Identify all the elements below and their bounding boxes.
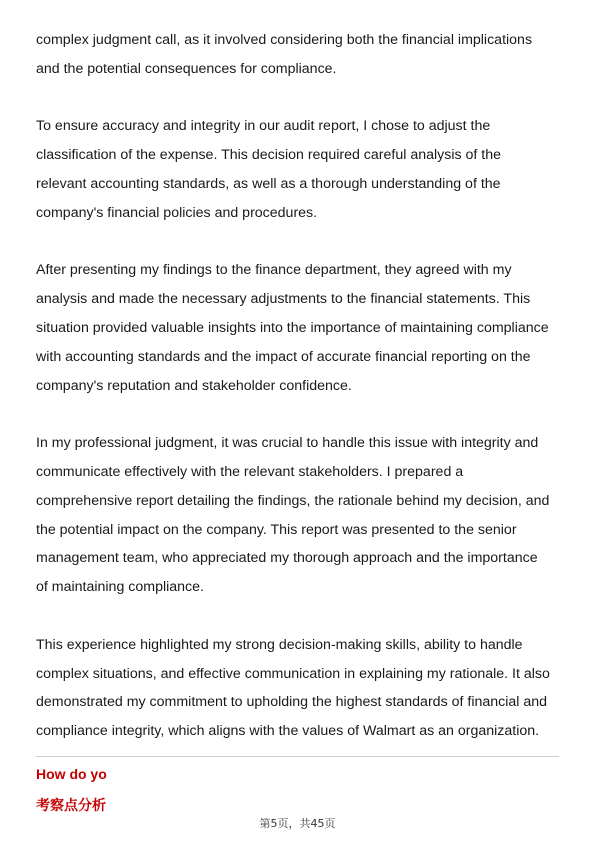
- body-paragraph: [36, 429, 560, 602]
- question-heading: How do yo: [36, 766, 107, 782]
- paragraph-line: comprehensive report detailing the findings, the rationale behind my decision, and: [36, 492, 550, 509]
- paragraph-line: management team, who appreciated my thorough approach and the importance: [36, 550, 538, 567]
- paragraph-line: complex judgment call, as it involved considering both the financial implications: [36, 32, 533, 48]
- paragraph-line: compliance integrity, which aligns with the values of Walmart as an organization.: [36, 723, 540, 740]
- paragraph-line: After presenting my findings to the finance department, they agreed with my: [36, 262, 512, 279]
- paragraph-line: communicate effectively with the relevant stakeholders. I prepared a: [36, 463, 464, 480]
- paragraph-line: This experience highlighted my strong decision-making skills, ability to handle: [36, 636, 523, 653]
- paragraph-line: with accounting standards and the impact of accurate financial reporting on the: [36, 348, 531, 365]
- paragraph-line: company's financial policies and procedures.: [36, 204, 318, 221]
- paragraph-line: relevant accounting standards, as well as a thorough understanding of the: [36, 175, 501, 192]
- paragraph-spacer: [36, 602, 560, 631]
- body-text: [36, 26, 560, 746]
- paragraph-spacer: [36, 84, 560, 113]
- body-paragraph: [36, 112, 560, 227]
- analysis-section-label: 考察点分析: [36, 798, 106, 814]
- divider-line: [36, 756, 559, 757]
- body-paragraph: [36, 631, 560, 746]
- paragraph-line: To ensure accuracy and integrity in our audit report, I chose to adjust the: [36, 118, 491, 135]
- body-paragraph: [36, 256, 560, 400]
- body-paragraph: [36, 26, 560, 84]
- paragraph-line: company's reputation and stakeholder confidence.: [36, 377, 352, 394]
- paragraph-line: In my professional judgment, it was crucial to handle this issue with integrity and: [36, 435, 539, 452]
- paragraph-line: demonstrated my commitment to upholding the highest standards of financial and: [36, 694, 548, 711]
- paragraph-line: situation provided valuable insights into the importance of maintaining compliance: [36, 319, 549, 336]
- paragraph-line: analysis and made the necessary adjustments to the financial statements. This: [36, 291, 531, 308]
- page-number-footer: 第5页，共45页: [259, 817, 336, 830]
- paragraph-line: complex situations, and effective communication in explaining my rationale. It also: [36, 665, 550, 682]
- paragraph-line: of maintaining compliance.: [36, 579, 204, 596]
- paragraph-line: the potential impact on the company. This report was presented to the senior: [36, 521, 517, 538]
- paragraph-line: and the potential consequences for compliance.: [36, 60, 337, 77]
- paragraph-line: classification of the expense. This decision required careful analysis of the: [36, 147, 502, 164]
- paragraph-spacer: [36, 228, 560, 257]
- paragraph-spacer: [36, 400, 560, 429]
